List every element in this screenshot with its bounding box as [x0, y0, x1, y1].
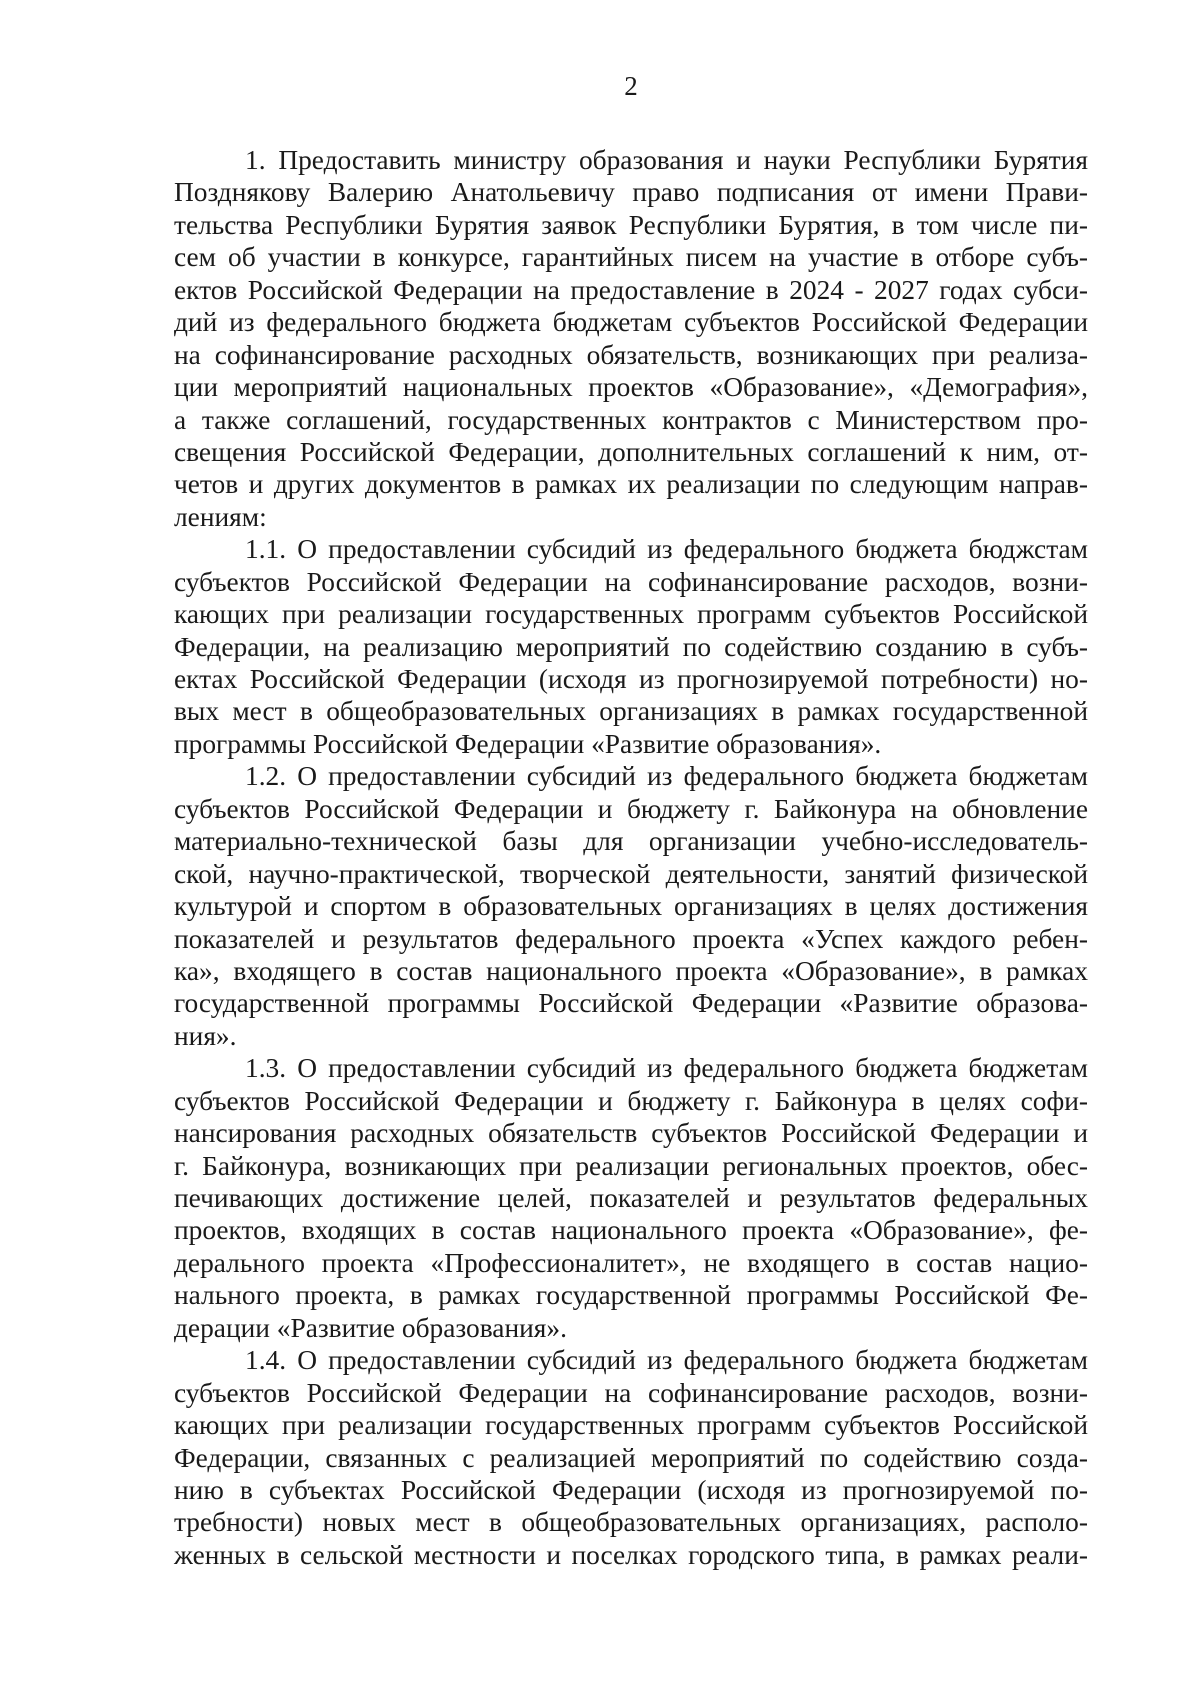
- text-line: четов и других документов в рамках их реализации по следующим направ-: [174, 469, 1088, 500]
- text-line: государственной программы Российской Федерации «Развитие образова-: [174, 988, 1088, 1019]
- paragraph-first-line: 1.4. О предоставлении субсидий из федерального бюджета бюджетам: [245, 1345, 1088, 1376]
- text-line: материально-технической базы для организации учебно-исследователь-: [174, 826, 1088, 857]
- paragraph-first-line: 1.1. О предоставлении субсидий из федерального бюджета бюджстам: [245, 534, 1088, 565]
- text-line: дий из федерального бюджета бюджетам субъектов Российской Федерации: [174, 307, 1088, 338]
- text-line: Позднякову Валерию Анатольевичу право подписания от имени Прави-: [174, 177, 1088, 208]
- text-line: ектов Российской Федерации на предоставление в 2024 - 2027 годах субси-: [174, 274, 1088, 305]
- text-line: кающих при реализации государственных программ субъектов Российской: [174, 1410, 1088, 1441]
- text-line: кающих при реализации государственных программ субъектов Российской: [174, 599, 1088, 630]
- text-line: г. Байконура, возникающих при реализации региональных проектов, обес-: [174, 1150, 1088, 1181]
- text-line: вых мест в общеобразовательных организациях в рамках государственной: [174, 696, 1088, 727]
- paragraph-first-line: 1. Предоставить министру образования и науки Республики Бурятия: [245, 145, 1088, 175]
- paragraph-first-line: 1.2. О предоставлении субсидий из федерального бюджета бюджетам: [245, 761, 1088, 792]
- text-line: сем об участии в конкурсе, гарантийных писем на участие в отборе субъ-: [174, 242, 1088, 273]
- text-line: показателей и результатов федерального проекта «Успех каждого ребен-: [174, 923, 1088, 954]
- text-line: свещения Российской Федерации, дополнительных соглашений к ним, от-: [174, 436, 1088, 467]
- text-line: дерального проекта «Профессионалитет», не входящего в состав нацио-: [174, 1247, 1088, 1278]
- text-line: субъектов Российской Федерации на софинансирование расходов, возни-: [174, 566, 1088, 597]
- page-number: 2: [624, 71, 638, 101]
- text-line: дерации «Развитие образования».: [174, 1312, 567, 1343]
- document-body: [174, 144, 1088, 1571]
- text-line: ка», входящего в состав национального проекта «Образование», в рамках: [174, 955, 1088, 986]
- text-line: печивающих достижение целей, показателей и результатов федеральных: [174, 1183, 1088, 1213]
- text-line: культурой и спортом в образовательных организациях в целях достижения: [174, 891, 1088, 922]
- text-line: субъектов Российской Федерации и бюджету г. Байконура на обновление: [174, 793, 1088, 824]
- text-line: субъектов Российской Федерации на софинансирование расходов, возни-: [174, 1377, 1088, 1408]
- text-line: требности) новых мест в общеобразовательных организациях, располо-: [174, 1507, 1088, 1538]
- text-line: субъектов Российской Федерации и бюджету г. Байконура в целях софи-: [174, 1085, 1088, 1116]
- text-line: ской, научно-практической, творческой деятельности, занятий физической: [174, 858, 1088, 889]
- text-line: а также соглашений, государственных контрактов с Министерством про-: [174, 404, 1088, 435]
- text-line: нансирования расходных обязательств субъектов Российской Федерации и: [174, 1118, 1088, 1149]
- text-line: ектах Российской Федерации (исходя из прогнозируемой потребности) но-: [174, 664, 1088, 694]
- text-line: женных в сельской местности и поселках городского типа, в рамках реали-: [174, 1539, 1088, 1570]
- text-line: ния».: [174, 1020, 237, 1051]
- text-line: Федерации, на реализацию мероприятий по содействию созданию в субъ-: [174, 631, 1088, 662]
- text-line: Федерации, связанных с реализацией мероприятий по содействию созда-: [174, 1442, 1088, 1473]
- text-line: нию в субъектах Российской Федерации (исходя из прогнозируемой по-: [174, 1474, 1088, 1505]
- text-line: ции мероприятий национальных проектов «Образование», «Демография»,: [174, 372, 1088, 403]
- text-line: на софинансирование расходных обязательств, возникающих при реализа-: [174, 339, 1088, 370]
- text-line: проектов, входящих в состав национального проекта «Образование», фе-: [174, 1215, 1088, 1246]
- text-line: программы Российской Федерации «Развитие образования».: [174, 728, 882, 759]
- text-line: тельства Республики Бурятия заявок Республики Бурятия, в том числе пи-: [174, 209, 1088, 240]
- text-line: нального проекта, в рамках государственной программы Российской Фе-: [174, 1280, 1088, 1311]
- text-line: лениям:: [174, 501, 267, 532]
- paragraph-first-line: 1.3. О предоставлении субсидий из федерального бюджета бюджетам: [245, 1053, 1088, 1084]
